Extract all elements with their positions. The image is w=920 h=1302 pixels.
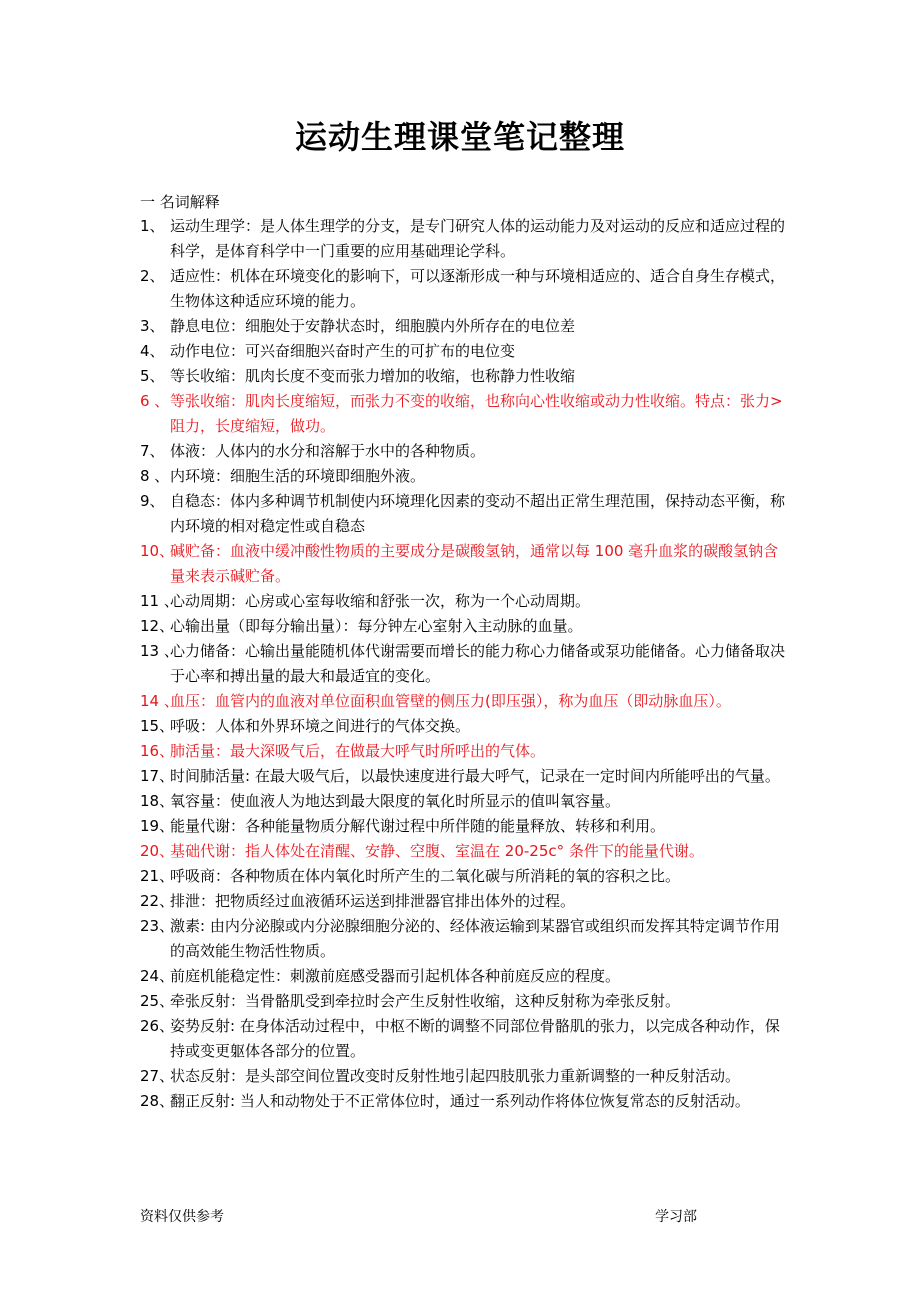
definition-item <box>140 489 790 539</box>
item-text: 翻正反射: 当人和动物处于不正常体位时，通过一系列动作将体位恢复常态的反射活动。 <box>170 1092 750 1110</box>
item-number: 19、 <box>140 817 175 835</box>
item-text: 能量代谢：各种能量物质分解代谢过程中所伴随的能量释放、转移和利用。 <box>170 817 666 835</box>
footer-department: 学习部 <box>655 1209 697 1225</box>
item-text: 前庭机能稳定性：刺激前庭感受器而引起机体各种前庭反应的程度。 <box>170 967 621 985</box>
item-text: 碱贮备：血液中缓冲酸性物质的主要成分是碳酸氢钠，通常以每 100 毫升血浆的碳酸氢钠含量来表示碱贮备。 <box>170 542 779 585</box>
item-text: 状态反射：是头部空间位置改变时反射性地引起四肢肌张力重新调整的一种反射活动。 <box>170 1067 741 1085</box>
definition-item <box>140 914 790 964</box>
definition-item <box>140 589 790 614</box>
item-number: 22、 <box>140 892 175 910</box>
definition-item <box>140 614 790 639</box>
item-text: 激素: 由内分泌腺或内分泌腺细胞分泌的、经体液运输到某器官或组织而发挥其特定调节作用的高效能生物活性物质。 <box>170 917 780 960</box>
item-text: 体液：人体内的水分和溶解于水中的各种物质。 <box>170 442 486 460</box>
definition-item <box>140 1089 790 1114</box>
definition-item <box>140 214 790 264</box>
item-number: 7、 <box>140 442 165 460</box>
item-text: 时间肺活量: 在最大吸气后，以最快速度进行最大呼气，记录在一定时间内所能呼出的气量。 <box>170 767 780 785</box>
item-text: 运动生理学：是人体生理学的分支，是专门研究人体的运动能力及对运动的反应和适应过程的科学，是体育科学中一门重要的应用基础理论学科。 <box>170 217 786 260</box>
item-text: 肺活量：最大深吸气后，在做最大呼气时所呼出的气体。 <box>170 742 546 760</box>
definition-item <box>140 1064 790 1089</box>
definition-item <box>140 764 790 789</box>
section-heading: 一 名词解释 <box>140 193 220 211</box>
definition-item <box>140 989 790 1014</box>
item-number: 21、 <box>140 867 175 885</box>
item-number: 3、 <box>140 317 165 335</box>
item-text: 等长收缩：肌肉长度不变而张力增加的收缩，也称静力性收缩 <box>170 367 576 385</box>
item-number: 24、 <box>140 967 175 985</box>
definition-item <box>140 264 790 314</box>
item-text: 静息电位：细胞处于安静状态时，细胞膜内外所存在的电位差 <box>170 317 576 335</box>
item-text: 排泄：把物质经过血液循环运送到排泄器官排出体外的过程。 <box>170 892 576 910</box>
item-text: 心动周期：心房或心室每收缩和舒张一次，称为一个心动周期。 <box>170 592 591 610</box>
item-text: 姿势反射: 在身体活动过程中，中枢不断的调整不同部位骨骼肌的张力，以完成各种动作，保持或变更躯体各部分的位置。 <box>170 1017 780 1060</box>
definition-item <box>140 864 790 889</box>
item-text: 心力储备：心输出量能随机体代谢需要而增长的能力称心力储备或泵功能储备。心力储备取决于心率和搏出量的最大和最适宜的变化。 <box>170 642 786 685</box>
item-number: 5、 <box>140 367 165 385</box>
item-text: 牵张反射：当骨骼肌受到牵拉时会产生反射性收缩，这种反射称为牵张反射。 <box>170 992 681 1010</box>
definition-item <box>140 339 790 364</box>
item-number: 28、 <box>140 1092 175 1110</box>
definition-item <box>140 389 790 439</box>
definition-item <box>140 539 790 589</box>
item-number: 14 、 <box>140 692 179 710</box>
definition-item <box>140 364 790 389</box>
definition-item <box>140 839 790 864</box>
definition-item <box>140 814 790 839</box>
item-text: 呼吸商：各种物质在体内氧化时所产生的二氧化碳与所消耗的氧的容积之比。 <box>170 867 681 885</box>
item-number: 4、 <box>140 342 165 360</box>
definition-item <box>140 439 790 464</box>
item-text: 适应性：机体在环境变化的影响下，可以逐渐形成一种与环境相适应的、适合自身生存模式，生物体这种适应环境的能力。 <box>170 267 786 310</box>
item-number: 12、 <box>140 617 175 635</box>
item-text: 等张收缩：肌肉长度缩短，而张力不变的收缩，也称向心性收缩或动力性收缩。特点：张力>阻力，长度缩短，做功。 <box>170 392 783 435</box>
item-number: 23、 <box>140 917 175 935</box>
item-number: 18、 <box>140 792 175 810</box>
definition-item <box>140 464 790 489</box>
definition-item <box>140 689 790 714</box>
item-number: 8 、 <box>140 467 170 485</box>
definition-item <box>140 314 790 339</box>
definition-item <box>140 964 790 989</box>
item-number: 6 、 <box>140 392 170 410</box>
item-number: 25、 <box>140 992 175 1010</box>
definition-item <box>140 739 790 764</box>
item-number: 9、 <box>140 492 165 510</box>
item-number: 26、 <box>140 1017 175 1035</box>
item-number: 15、 <box>140 717 175 735</box>
item-number: 27、 <box>140 1067 175 1085</box>
definition-item <box>140 714 790 739</box>
item-number: 16、 <box>140 742 175 760</box>
item-number: 17、 <box>140 767 175 785</box>
definition-item <box>140 889 790 914</box>
definition-item <box>140 1014 790 1064</box>
item-number: 2、 <box>140 267 165 285</box>
item-number: 13 、 <box>140 642 179 660</box>
definition-item <box>140 639 790 689</box>
item-text: 自稳态：体内多种调节机制使内环境理化因素的变动不超出正常生理范围，保持动态平衡，称内环境的相对稳定性或自稳态 <box>170 492 786 535</box>
item-text: 心输出量（即每分输出量）：每分钟左心室射入主动脉的血量。 <box>170 617 583 635</box>
item-text: 动作电位：可兴奋细胞兴奋时产生的可扩布的电位变 <box>170 342 516 360</box>
definition-list <box>140 214 790 1114</box>
item-text: 血压：血管内的血液对单位面积血管壁的侧压力(即压强），称为血压（即动脉血压）。 <box>170 692 731 710</box>
item-text: 呼吸：人体和外界环境之间进行的气体交换。 <box>170 717 471 735</box>
item-number: 10、 <box>140 542 175 560</box>
item-text: 内环境：细胞生活的环境即细胞外液。 <box>170 467 426 485</box>
item-number: 1、 <box>140 217 165 235</box>
item-number: 11 、 <box>140 592 179 610</box>
footer-note: 资料仅供参考 <box>140 1209 224 1225</box>
item-text: 氧容量：使血液人为地达到最大限度的氧化时所显示的值叫氧容量。 <box>170 792 621 810</box>
document-title: 运动生理课堂笔记整理 <box>294 118 625 156</box>
item-number: 20、 <box>140 842 175 860</box>
definition-item <box>140 789 790 814</box>
item-text: 基础代谢：指人体处在清醒、安静、空腹、室温在 20-25c° 条件下的能量代谢。 <box>170 842 704 860</box>
